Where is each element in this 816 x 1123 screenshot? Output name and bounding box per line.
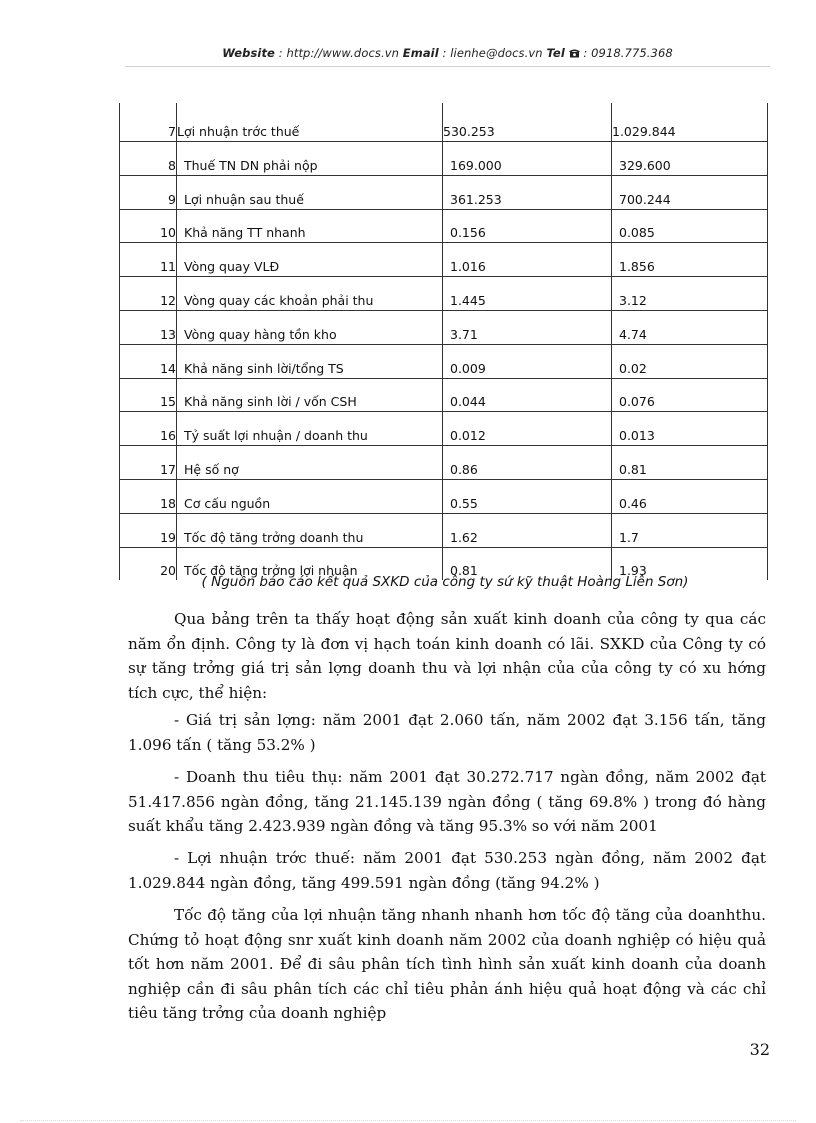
row-number-cell-text: 10 bbox=[160, 225, 176, 241]
website-label: Website bbox=[222, 46, 275, 60]
row-number-cell bbox=[120, 175, 177, 209]
row-number-cell bbox=[120, 142, 177, 176]
value-2002-cell: 3.12 bbox=[612, 277, 768, 311]
row-number-cell-text: 7 bbox=[168, 124, 176, 139]
table-row bbox=[120, 142, 768, 176]
paragraph-output-value bbox=[128, 708, 766, 757]
source-note: ( Nguồn báo cáo kết quả SXKD của công ty sứ kỹ thuật Hoàng Liên Sơn) bbox=[201, 574, 689, 590]
value-2002-cell: 1.856 bbox=[612, 243, 768, 277]
table-row bbox=[120, 209, 768, 243]
email-label: Email bbox=[402, 46, 439, 60]
value-2002-cell: 0.02 bbox=[612, 344, 768, 378]
table-row bbox=[120, 243, 768, 277]
value-2001-cell: 0.044 bbox=[443, 378, 612, 412]
value-2001-cell: 0.86 bbox=[443, 446, 612, 480]
table-row bbox=[120, 412, 768, 446]
value-2001-cell: 169.000 bbox=[443, 142, 612, 176]
table-row bbox=[120, 103, 768, 142]
page-header bbox=[125, 46, 770, 66]
indicator-name-cell: Vòng quay hàng tồn kho bbox=[177, 310, 443, 344]
header-divider bbox=[125, 66, 770, 67]
value-2002-cell: 0.085 bbox=[612, 209, 768, 243]
paragraph-revenue bbox=[128, 765, 766, 839]
value-2001-cell: 0.81 bbox=[443, 547, 612, 580]
tel-number: : 0918.775.368 bbox=[583, 46, 673, 60]
row-number-cell-text: 8 bbox=[168, 157, 176, 173]
table-row bbox=[120, 378, 768, 412]
row-number-cell bbox=[120, 513, 177, 547]
row-number-cell bbox=[120, 412, 177, 446]
row-number-cell-text: 15 bbox=[160, 394, 176, 410]
page-number: 32 bbox=[749, 1040, 770, 1059]
value-2001-cell: 0.009 bbox=[443, 344, 612, 378]
row-number-cell-text: 17 bbox=[160, 461, 176, 477]
row-number-cell bbox=[120, 479, 177, 513]
value-2002-cell: 4.74 bbox=[612, 310, 768, 344]
value-2001-cell: 361.253 bbox=[443, 175, 612, 209]
value-2002-cell: 0.076 bbox=[612, 378, 768, 412]
row-number-cell-text: 9 bbox=[168, 191, 176, 207]
value-2001-cell: 0.156 bbox=[443, 209, 612, 243]
value-2001-cell: 530.253 bbox=[443, 103, 612, 142]
row-number-cell-text: 20 bbox=[160, 563, 176, 579]
value-2001-cell: 0.012 bbox=[443, 412, 612, 446]
value-2002-cell: 0.46 bbox=[612, 479, 768, 513]
paragraph-text: Qua bảng trên ta thấy hoạt động sản xuất kinh doanh của công ty qua các năm ổn định. Công ty là đơn vị hạch toán kinh doanh có lãi. SXKD của Công ty có sự tăng trởng giá trị sản lợng doanh thu và lợi nhận của của công ty có xu hớng tích cực, thể hiện: bbox=[128, 610, 766, 702]
row-number-cell-text: 18 bbox=[160, 495, 176, 511]
row-number-cell-text: 16 bbox=[160, 428, 176, 444]
paragraph-text: - Doanh thu tiêu thụ: năm 2001 đạt 30.272.717 ngàn đồng, năm 2002 đạt 51.417.856 ngàn đồng, tăng 21.145.139 ngàn đồng ( tăng 69.8% ) trong đó hàng suất khẩu tăng 2.423.939 ngàn đồng và tăng 95.3% so với năm 2001 bbox=[128, 768, 766, 835]
row-number-cell-text: 19 bbox=[160, 529, 176, 545]
email-address[interactable]: : lienhe@docs.vn bbox=[442, 46, 543, 60]
row-number-cell bbox=[120, 277, 177, 311]
row-number-cell-text: 13 bbox=[160, 326, 176, 342]
indicator-name-cell: Tốc độ tăng trởng lợi nhuận bbox=[177, 547, 443, 580]
row-number-cell bbox=[120, 378, 177, 412]
row-number-cell bbox=[120, 209, 177, 243]
row-number-cell bbox=[120, 310, 177, 344]
value-2002-cell: 1.93 bbox=[612, 547, 768, 580]
row-number-cell bbox=[120, 103, 177, 142]
paragraph-text: - Lợi nhuận trớc thuế: năm 2001 đạt 530.253 ngàn đồng, năm 2002 đạt 1.029.844 ngàn đồng, tăng 499.591 ngàn đồng (tăng 94.2% ) bbox=[128, 849, 766, 892]
indicator-name-cell: Thuế TN DN phải nộp bbox=[177, 142, 443, 176]
row-number-cell-text: 12 bbox=[160, 292, 176, 308]
value-2001-cell: 0.55 bbox=[443, 479, 612, 513]
value-2002-cell: 700.244 bbox=[612, 175, 768, 209]
paragraph-text: - Giá trị sản lợng: năm 2001 đạt 2.060 tấn, năm 2002 đạt 3.156 tấn, tăng 1.096 tấn ( tăng 53.2% ) bbox=[128, 711, 766, 754]
table-row bbox=[120, 310, 768, 344]
value-2002-cell: 1.029.844 bbox=[612, 103, 768, 142]
indicator-name-cell: Tỷ suất lợi nhuận / doanh thu bbox=[177, 412, 443, 446]
value-2002-cell: 1.7 bbox=[612, 513, 768, 547]
value-2002-cell: 329.600 bbox=[612, 142, 768, 176]
value-2002-cell: 0.81 bbox=[612, 446, 768, 480]
table-row bbox=[120, 513, 768, 547]
footer-divider bbox=[20, 1120, 796, 1121]
indicator-name-cell: Cơ cấu nguồn bbox=[177, 479, 443, 513]
value-2002-cell: 0.013 bbox=[612, 412, 768, 446]
indicator-name-cell: Vòng quay VLĐ bbox=[177, 243, 443, 277]
indicator-name-cell: Tốc độ tăng trởng doanh thu bbox=[177, 513, 443, 547]
phone-icon bbox=[569, 47, 580, 61]
indicator-name-cell: Hệ số nợ bbox=[177, 446, 443, 480]
paragraph-overview bbox=[128, 607, 766, 705]
indicator-name-cell: Khả năng sinh lời / vốn CSH bbox=[177, 378, 443, 412]
table-row bbox=[120, 446, 768, 480]
row-number-cell bbox=[120, 344, 177, 378]
value-2001-cell: 1.016 bbox=[443, 243, 612, 277]
row-number-cell bbox=[120, 243, 177, 277]
indicator-name-cell: Lợi nhuận trớc thuế bbox=[177, 103, 443, 142]
website-url[interactable]: : http://www.docs.vn bbox=[278, 46, 400, 60]
indicator-name-cell: Khả năng TT nhanh bbox=[177, 209, 443, 243]
value-2001-cell: 3.71 bbox=[443, 310, 612, 344]
row-number-cell bbox=[120, 446, 177, 480]
indicator-name-cell: Lợi nhuận sau thuế bbox=[177, 175, 443, 209]
indicator-name-cell: Khả năng sinh lời/tổng TS bbox=[177, 344, 443, 378]
table-row bbox=[120, 344, 768, 378]
value-2001-cell: 1.62 bbox=[443, 513, 612, 547]
paragraph-conclusion bbox=[128, 903, 766, 1026]
table-row bbox=[120, 175, 768, 209]
row-number-cell-text: 11 bbox=[160, 259, 176, 275]
value-2001-cell: 1.445 bbox=[443, 277, 612, 311]
indicator-name-cell: Vòng quay các khoản phải thu bbox=[177, 277, 443, 311]
indicators-table bbox=[119, 103, 768, 580]
table-row bbox=[120, 479, 768, 513]
table-row bbox=[120, 277, 768, 311]
paragraph-text: Tốc độ tăng của lợi nhuận tăng nhanh nhanh hơn tốc độ tăng của doanhthu. Chứng tỏ hoạt động snr xuất kinh doanh năm 2002 của doanh nghiệp có hiệu quả tốt hơn năm 2001. Để đi sâu phân tích tình hình sản xuất kinh doanh của doanh nghiệp cần đi sâu phân tích các chỉ tiêu phản ánh hiệu quả hoạt động và các chỉ tiêu tăng trởng của doanh nghiệp bbox=[128, 906, 766, 1022]
paragraph-profit bbox=[128, 846, 766, 895]
tel-label: Tel bbox=[546, 46, 565, 60]
row-number-cell-text: 14 bbox=[160, 360, 176, 376]
